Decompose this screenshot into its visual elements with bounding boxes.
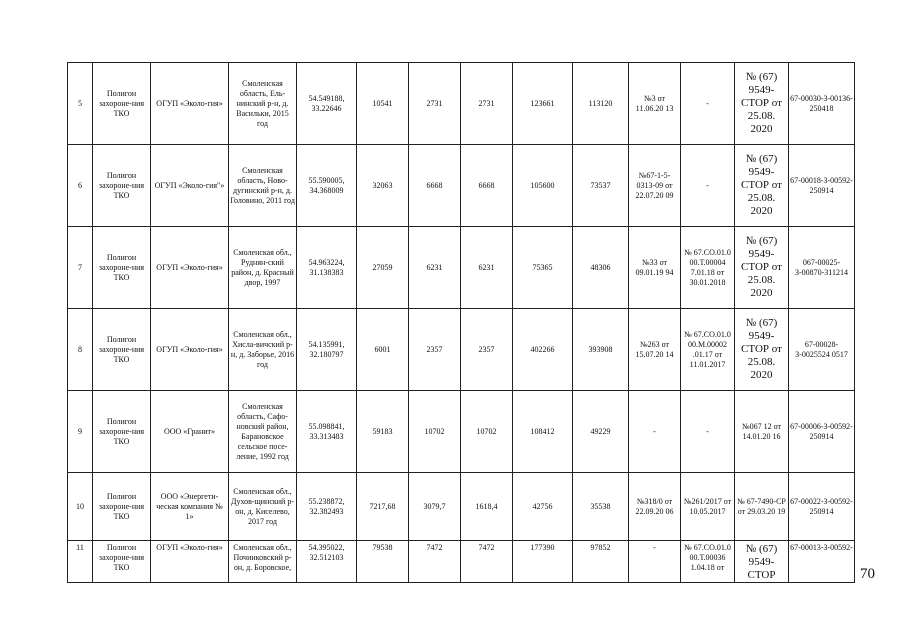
value-cell-2: 3079,7 (409, 473, 461, 541)
coordinates-cell: 55.098841, 33.313483 (297, 391, 357, 473)
permit-cell: - (629, 541, 681, 583)
license-cell: №067 12 от 14.01.20 16 (735, 391, 789, 473)
operator-cell: ООО «Энергети-ческая компания № 1» (151, 473, 229, 541)
license-cell: № (67) 9549-СТОР (735, 541, 789, 583)
coordinates-cell: 55.238872, 32.382493 (297, 473, 357, 541)
value-cell-5: 35538 (573, 473, 629, 541)
table-row (68, 145, 855, 227)
value-cell-4: 402266 (513, 309, 573, 391)
object-type-cell: Полигон захороне-ния ТКО (93, 541, 151, 583)
value-cell-2: 6668 (409, 145, 461, 227)
value-cell-2: 10702 (409, 391, 461, 473)
value-cell-1: 27059 (357, 227, 409, 309)
permit-2-cell: № 67.СО.01.0 00.Т.00004 7.01.18 от 30.01.2018 (681, 227, 735, 309)
permit-cell: №263 от 15.07.20 14 (629, 309, 681, 391)
object-type-cell: Полигон захороне-ния ТКО (93, 391, 151, 473)
location-cell: Смоленская обл., Починковский р-он, д. Боровское, (229, 541, 297, 583)
value-cell-3: 6668 (461, 145, 513, 227)
coordinates-cell: 54.395022, 32.512103 (297, 541, 357, 583)
row-number-cell: 11 (68, 541, 93, 583)
value-cell-4: 42756 (513, 473, 573, 541)
operator-cell: ОГУП «Эколо-гия» (151, 227, 229, 309)
location-cell: Смоленская область, Ново-дугинский р-н, д. Головино, 2011 год (229, 145, 297, 227)
value-cell-1: 59183 (357, 391, 409, 473)
registry-number-cell: 67-00030-З-00136-250418 (789, 63, 855, 145)
object-type-cell: Полигон захороне-ния ТКО (93, 63, 151, 145)
value-cell-5: 73537 (573, 145, 629, 227)
license-cell: № (67) 9549-СТОР от 25.08. 2020 (735, 309, 789, 391)
permit-2-cell: - (681, 63, 735, 145)
row-number-cell: 6 (68, 145, 93, 227)
value-cell-4: 123661 (513, 63, 573, 145)
landfill-registry-table (67, 62, 855, 583)
value-cell-3: 10702 (461, 391, 513, 473)
value-cell-3: 6231 (461, 227, 513, 309)
permit-cell: - (629, 391, 681, 473)
value-cell-5: 49229 (573, 391, 629, 473)
table-row (68, 309, 855, 391)
registry-number-cell: 67-00018-З-00592-250914 (789, 145, 855, 227)
table-row (68, 63, 855, 145)
object-type-cell: Полигон захороне-ния ТКО (93, 227, 151, 309)
value-cell-2: 2357 (409, 309, 461, 391)
license-cell: № (67) 9549-СТОР от 25.08. 2020 (735, 227, 789, 309)
value-cell-4: 108412 (513, 391, 573, 473)
registry-number-cell: 67-00006-З-00592-250914 (789, 391, 855, 473)
value-cell-2: 7472 (409, 541, 461, 583)
permit-2-cell: - (681, 391, 735, 473)
table-row (68, 473, 855, 541)
table-body (68, 63, 855, 583)
location-cell: Смоленская область, Ель-нинский р-н, д. Васильки, 2015 год (229, 63, 297, 145)
location-cell: Смоленская обл., Руднян-ский район, д. Красный двор, 1997 (229, 227, 297, 309)
operator-cell: ОГУП «Эколо-гия"» (151, 145, 229, 227)
value-cell-5: 113120 (573, 63, 629, 145)
registry-number-cell: 067-00025-З-00870-311214 (789, 227, 855, 309)
license-cell: № 67-7490-СР от 29.03.20 19 (735, 473, 789, 541)
row-number-cell: 9 (68, 391, 93, 473)
permit-2-cell: № 67.СО.01.0 00.М.00002 .01.17 от 11.01.2017 (681, 309, 735, 391)
page-number: 70 (860, 566, 875, 582)
value-cell-1: 7217,68 (357, 473, 409, 541)
value-cell-1: 10541 (357, 63, 409, 145)
registry-number-cell: 67-00028-З-0025524 0517 (789, 309, 855, 391)
location-cell: Смоленская область, Сафо-новский район, Барановское сельское посе-ление, 1992 год (229, 391, 297, 473)
permit-2-cell: - (681, 145, 735, 227)
permit-2-cell: № 67.СО.01.0 00.Т.00036 1.04.18 от (681, 541, 735, 583)
coordinates-cell: 54.963224, 31.138383 (297, 227, 357, 309)
operator-cell: ООО «Гранит» (151, 391, 229, 473)
table-row (68, 541, 855, 583)
permit-cell: №3 от 11.06.20 13 (629, 63, 681, 145)
value-cell-1: 79538 (357, 541, 409, 583)
object-type-cell: Полигон захороне-ния ТКО (93, 473, 151, 541)
value-cell-3: 2357 (461, 309, 513, 391)
value-cell-1: 6001 (357, 309, 409, 391)
operator-cell: ОГУП «Эколо-гия» (151, 309, 229, 391)
value-cell-5: 393908 (573, 309, 629, 391)
row-number-cell: 7 (68, 227, 93, 309)
value-cell-1: 32063 (357, 145, 409, 227)
table-row (68, 391, 855, 473)
object-type-cell: Полигон захороне-ния ТКО (93, 145, 151, 227)
operator-cell: ОГУП «Эколо-гия» (151, 63, 229, 145)
value-cell-4: 75365 (513, 227, 573, 309)
permit-cell: №318/0 от 22.09.20 06 (629, 473, 681, 541)
location-cell: Смоленская обл., Хисла-вичский р-н, д. Заборье, 2016 год (229, 309, 297, 391)
value-cell-2: 6231 (409, 227, 461, 309)
value-cell-3: 7472 (461, 541, 513, 583)
value-cell-3: 2731 (461, 63, 513, 145)
permit-2-cell: №261/2017 от 10.05.2017 (681, 473, 735, 541)
license-cell: № (67) 9549-СТОР от 25.08. 2020 (735, 63, 789, 145)
coordinates-cell: 55.590005, 34.368009 (297, 145, 357, 227)
object-type-cell: Полигон захороне-ния ТКО (93, 309, 151, 391)
value-cell-4: 177390 (513, 541, 573, 583)
registry-number-cell: 67-00022-З-00592-250914 (789, 473, 855, 541)
row-number-cell: 8 (68, 309, 93, 391)
license-cell: № (67) 9549-СТОР от 25.08. 2020 (735, 145, 789, 227)
permit-cell: №67-1-5-0313-09 от 22.07.20 09 (629, 145, 681, 227)
value-cell-2: 2731 (409, 63, 461, 145)
coordinates-cell: 54.549188, 33.22646 (297, 63, 357, 145)
permit-cell: №33 от 09.01.19 94 (629, 227, 681, 309)
value-cell-5: 48306 (573, 227, 629, 309)
table-row (68, 227, 855, 309)
value-cell-3: 1618,4 (461, 473, 513, 541)
row-number-cell: 5 (68, 63, 93, 145)
operator-cell: ОГУП «Эколо-гия» (151, 541, 229, 583)
location-cell: Смоленская обл., Духов-щинский р-он, д. Киселево, 2017 год (229, 473, 297, 541)
coordinates-cell: 54.135991, 32.180797 (297, 309, 357, 391)
registry-number-cell: 67-00013-З-00592- (789, 541, 855, 583)
value-cell-4: 105600 (513, 145, 573, 227)
value-cell-5: 97852 (573, 541, 629, 583)
row-number-cell: 10 (68, 473, 93, 541)
